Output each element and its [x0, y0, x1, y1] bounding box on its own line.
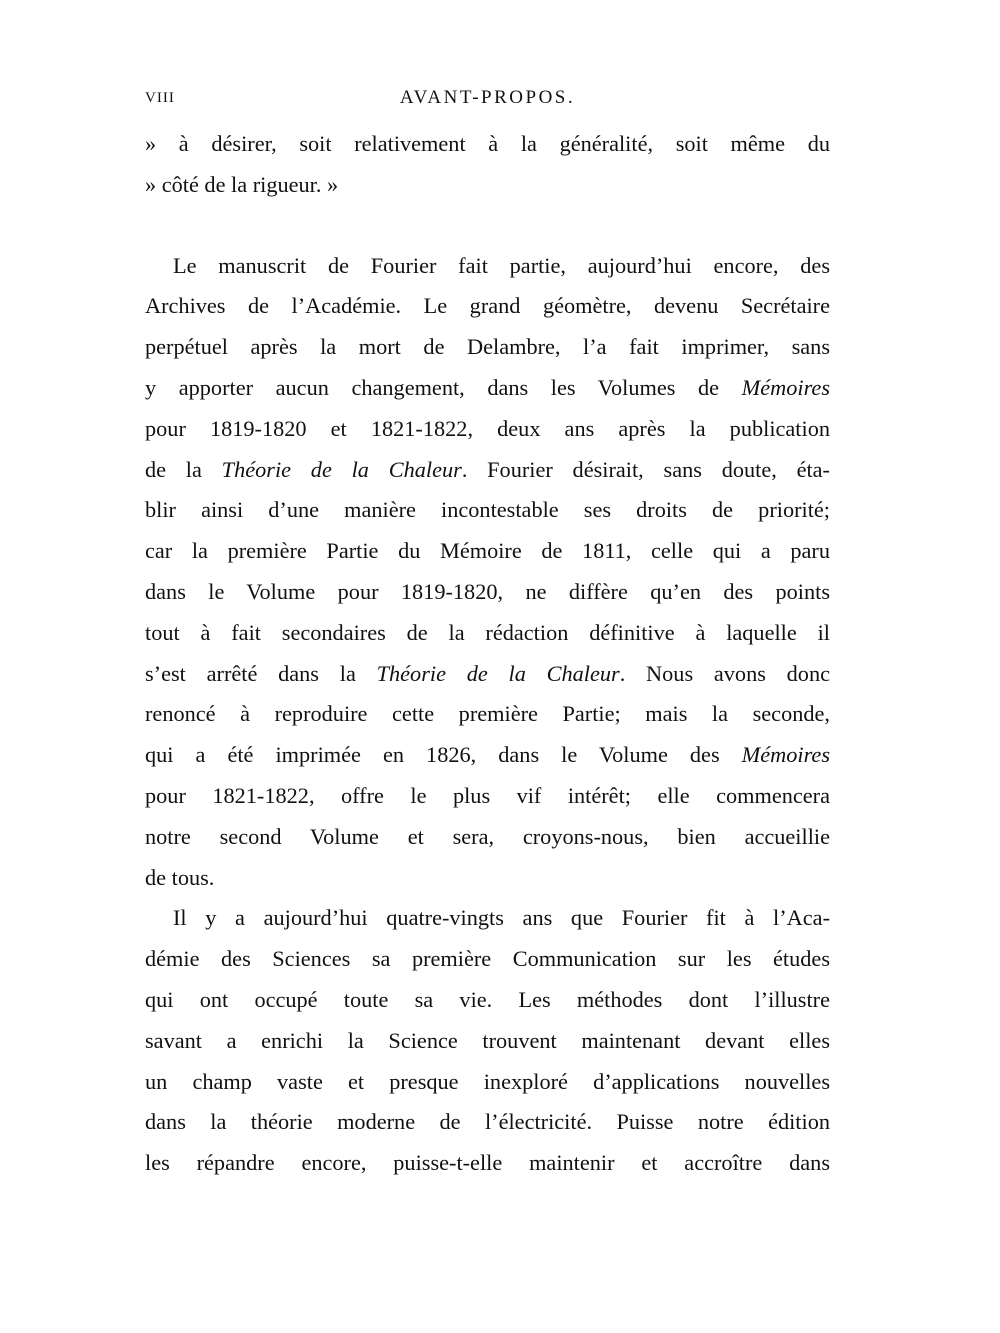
paragraph-anniversary [145, 898, 830, 1184]
paragraph2-line: les répandre encore, puisse-t-elle maintenir et accroître dans [145, 1150, 830, 1176]
line-text: pour 1821-1822, offre le plus vif intérêt; elle commencera [145, 782, 830, 808]
line-text: Le manuscrit de Fourier fait partie, aujourd’hui encore, des [173, 252, 830, 278]
line-text: tout à fait secondaires de la rédaction définitive à laquelle il [145, 619, 830, 645]
line-text: Archives de l’Académie. Le grand géomètre, devenu Secrétaire [145, 293, 830, 319]
line-text-after: . Nous avons donc [619, 660, 831, 686]
paragraph1-line [145, 286, 830, 327]
paragraph2-line: dans la théorie moderne de l’électricité. Puisse notre édition [145, 1109, 830, 1135]
italic-title: Théorie de la Chaleur [376, 660, 620, 686]
quote-continuation [145, 124, 830, 206]
line-text: car la première Partie du Mémoire de 1811, celle qui a paru [145, 538, 830, 564]
paragraph1-line [145, 572, 830, 613]
line-text: pour 1819-1820 et 1821-1822, deux ans après la publication [145, 415, 830, 441]
paragraph1-line [145, 613, 830, 654]
running-title: AVANT-PROPOS. [399, 87, 576, 108]
paragraph1-line [145, 531, 830, 572]
paragraph1-line [145, 490, 830, 531]
line-text: s’est arrêté dans la [145, 660, 377, 686]
paragraph1-line [145, 858, 830, 899]
paragraph1-line [145, 654, 830, 695]
paragraph2-line: démie des Sciences sa première Communication sur les études [145, 946, 830, 972]
line-text: de tous. [145, 864, 215, 890]
line-text: de la [145, 456, 222, 482]
italic-title: Théorie de la Chaleur [221, 456, 462, 482]
paragraph2-line: un champ vaste et presque inexploré d’applications nouvelles [145, 1068, 830, 1094]
quote-line-2: » côté de la rigueur. » [145, 171, 339, 197]
paragraph-spacer [145, 206, 830, 246]
paragraph2-line: Il y a aujourd’hui quatre-vingts ans que Fourier fit à l’Aca- [173, 905, 830, 931]
paragraph2-line: savant a enrichi la Science trouvent maintenant devant elles [145, 1027, 830, 1053]
line-text-after: . Fourier désirait, sans doute, éta- [461, 456, 830, 482]
italic-title: Mémoires [741, 374, 830, 400]
line-text: dans le Volume pour 1819-1820, ne diffère qu’en des points [145, 578, 830, 604]
running-head [145, 84, 830, 124]
paragraph1-line [145, 735, 830, 776]
paragraph1-line [145, 694, 830, 735]
line-text: qui a été imprimée en 1826, dans le Volume des [145, 742, 742, 768]
paragraph2-line: qui ont occupé toute sa vie. Les méthodes dont l’illustre [145, 986, 830, 1012]
italic-title: Mémoires [741, 742, 830, 768]
book-page [145, 84, 830, 1184]
line-text: notre second Volume et sera, croyons-nous, bien accueillie [145, 823, 830, 849]
paragraph1-line [145, 368, 830, 409]
paragraph-manuscript [145, 246, 830, 899]
paragraph1-line [145, 817, 830, 858]
line-text: blir ainsi d’une manière incontestable ses droits de priorité; [145, 497, 830, 523]
page-number: VIII [145, 90, 175, 106]
line-text: perpétuel après la mort de Delambre, l’a fait imprimer, sans [145, 334, 830, 360]
paragraph1-line [145, 409, 830, 450]
paragraph1-line [145, 776, 830, 817]
quote-line-1: » à désirer, soit relativement à la généralité, soit même du [145, 131, 830, 156]
paragraph1-line [145, 246, 830, 287]
line-text: renoncé à reproduire cette première Partie; mais la seconde, [145, 701, 830, 727]
paragraph1-line [145, 327, 830, 368]
line-text: y apporter aucun changement, dans les Volumes de [145, 374, 742, 400]
paragraph1-line [145, 450, 830, 491]
